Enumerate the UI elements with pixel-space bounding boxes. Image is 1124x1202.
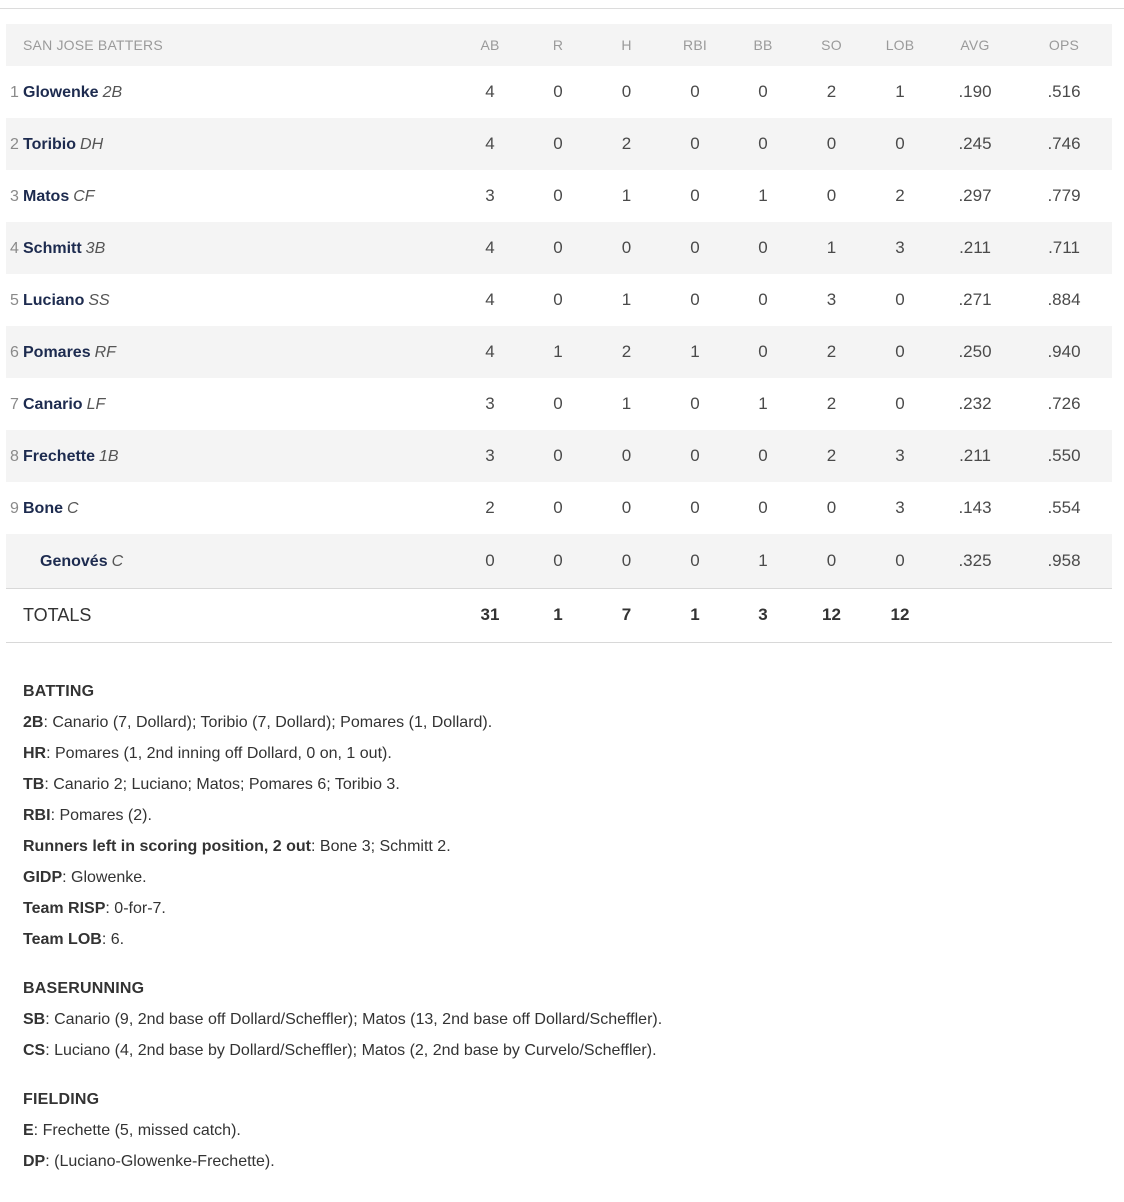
stat-ops: .958 <box>1047 550 1081 570</box>
stat-h: 1 <box>621 394 632 413</box>
note-line <box>23 803 1103 834</box>
player-cell <box>6 170 456 222</box>
stat-ab: 4 <box>485 290 495 309</box>
player-name-link[interactable]: Bone <box>23 500 63 517</box>
stat-ab: 4 <box>485 342 495 361</box>
stat-lob: 0 <box>895 290 905 309</box>
stat-ab: 3 <box>485 394 495 413</box>
stat-ab: 4 <box>485 82 495 101</box>
stat-so: 3 <box>826 290 837 309</box>
stat-lob: 2 <box>895 186 905 205</box>
stat-rbi: 0 <box>690 186 700 205</box>
batting-order: 2 <box>10 136 19 153</box>
note-text: : Canario (7, Dollard); Toribio (7, Dollard); Pomares (1, Dollard). <box>43 714 493 731</box>
header-rbi: RBI <box>683 37 707 53</box>
stat-lob: 3 <box>895 498 905 517</box>
stat-bb: 0 <box>758 290 768 309</box>
stat-h: 0 <box>621 550 632 570</box>
player-cell <box>6 326 456 378</box>
note-line <box>23 1038 1103 1069</box>
note-label: DP <box>23 1153 46 1170</box>
note-text: : (Luciano-Glowenke-Frechette). <box>45 1153 275 1170</box>
totals-ab: 31 <box>456 588 524 642</box>
player-cell <box>6 534 456 588</box>
player-position: 3B <box>85 240 106 257</box>
stat-lob: 3 <box>895 446 905 465</box>
stat-avg: .190 <box>958 82 992 101</box>
note-label: RBI <box>23 807 51 824</box>
stat-rbi: 0 <box>690 550 700 570</box>
stat-ops: .940 <box>1047 342 1081 361</box>
player-cell <box>6 482 456 534</box>
note-text: : Luciano (4, 2nd base by Dollard/Scheffler); Matos (2, 2nd base by Curvelo/Scheffler). <box>45 1042 657 1059</box>
stat-bb: 1 <box>758 394 768 413</box>
totals-r: 1 <box>524 588 592 642</box>
stat-ab: 3 <box>485 186 495 205</box>
table-row <box>6 482 1112 534</box>
stat-ab: 3 <box>485 446 495 465</box>
player-position: SS <box>88 292 110 309</box>
stat-rbi: 0 <box>690 238 700 257</box>
stat-r: 1 <box>553 342 563 361</box>
table-row <box>6 378 1112 430</box>
stat-bb: 0 <box>758 134 768 153</box>
player-name-link[interactable]: Matos <box>23 188 70 205</box>
stat-lob: 0 <box>895 394 905 413</box>
player-position: DH <box>80 136 104 153</box>
table-row <box>6 222 1112 274</box>
stat-lob: 0 <box>895 342 905 361</box>
stat-h: 2 <box>621 134 632 153</box>
totals-row <box>6 588 1112 642</box>
section-title: FIELDING <box>23 1091 100 1108</box>
game-notes <box>23 679 1103 1198</box>
stat-h: 1 <box>621 186 632 205</box>
player-cell <box>6 118 456 170</box>
totals-h: 7 <box>592 588 661 642</box>
header-avg: AVG <box>960 37 990 53</box>
player-name-link[interactable]: Glowenke <box>23 84 99 101</box>
batting-order: 6 <box>10 344 19 361</box>
stat-bb: 0 <box>758 238 768 257</box>
stat-avg: .245 <box>958 134 992 153</box>
note-text: : Frechette (5, missed catch). <box>33 1122 241 1139</box>
note-text: : Pomares (1, 2nd inning off Dollard, 0 on, 1 out). <box>46 745 392 762</box>
stat-so: 2 <box>826 446 837 465</box>
header-ab: AB <box>480 37 500 53</box>
player-position: C <box>67 500 79 517</box>
stat-ops: .516 <box>1047 82 1081 101</box>
stat-rbi: 0 <box>690 394 700 413</box>
stat-r: 0 <box>553 498 563 517</box>
note-line <box>23 834 1103 865</box>
fielding-section <box>23 1087 1103 1180</box>
stat-r: 0 <box>553 394 563 413</box>
stat-bb: 0 <box>758 498 768 517</box>
stat-r: 0 <box>553 290 563 309</box>
totals-ops <box>1016 588 1112 642</box>
totals-so: 12 <box>797 588 866 642</box>
table-row <box>6 534 1112 588</box>
totals-lob: 12 <box>866 588 934 642</box>
stat-bb: 0 <box>758 446 768 465</box>
header-h: H <box>621 37 632 53</box>
stat-ops: .746 <box>1047 134 1081 153</box>
batting-order: 3 <box>10 188 19 205</box>
stat-avg: .250 <box>958 342 992 361</box>
stat-avg: .297 <box>958 186 992 205</box>
stat-h: 1 <box>621 290 632 309</box>
note-label: Team LOB <box>23 931 102 948</box>
player-position: LF <box>86 396 106 413</box>
stat-ops: .884 <box>1047 290 1081 309</box>
note-text: : 0-for-7. <box>105 900 166 917</box>
totals-bb: 3 <box>729 588 797 642</box>
header-r: R <box>552 37 564 53</box>
stat-rbi: 0 <box>690 498 700 517</box>
stat-rbi: 0 <box>690 290 700 309</box>
note-label: HR <box>23 745 47 762</box>
stat-ops: .726 <box>1047 394 1081 413</box>
stat-ops: .711 <box>1048 238 1080 257</box>
header-batters: SAN JOSE BATTERS <box>23 37 163 53</box>
stat-h: 2 <box>621 342 632 361</box>
table-header-row <box>6 24 1112 66</box>
baserunning-section <box>23 976 1103 1069</box>
section-title: BATTING <box>23 683 95 700</box>
table-row <box>6 430 1112 482</box>
top-divider <box>0 8 1124 9</box>
stat-rbi: 1 <box>690 342 700 361</box>
header-ops: OPS <box>1048 37 1080 53</box>
table-row <box>6 170 1112 222</box>
stat-ops: .779 <box>1047 186 1081 205</box>
stat-lob: 0 <box>895 550 905 570</box>
player-name-link[interactable]: Frechette <box>23 448 96 465</box>
stat-ab: 0 <box>485 550 495 570</box>
stat-bb: 1 <box>758 550 768 570</box>
totals-label: TOTALS <box>6 588 456 642</box>
stat-h: 0 <box>621 82 632 101</box>
stat-so: 0 <box>826 134 837 153</box>
note-line <box>23 1007 1103 1038</box>
player-cell <box>6 66 456 118</box>
totals-rbi: 1 <box>661 588 729 642</box>
stat-r: 0 <box>553 186 563 205</box>
note-line <box>23 772 1103 803</box>
player-name-link[interactable]: Toribio <box>23 136 77 153</box>
player-position: RF <box>94 344 116 361</box>
table-row <box>6 66 1112 118</box>
stat-so: 0 <box>826 498 837 517</box>
note-line <box>23 741 1103 772</box>
note-line <box>23 865 1103 896</box>
header-lob: LOB <box>885 37 915 53</box>
batting-section <box>23 679 1103 958</box>
batting-order: 4 <box>10 240 19 257</box>
stat-avg: .232 <box>958 394 992 413</box>
stat-ops: .554 <box>1047 498 1081 517</box>
note-line <box>23 710 1103 741</box>
batters-table <box>6 24 1112 643</box>
stat-h: 0 <box>621 238 632 257</box>
note-text: : Pomares (2). <box>50 807 152 824</box>
stat-r: 0 <box>553 82 563 101</box>
stat-h: 0 <box>621 498 632 517</box>
note-label: 2B <box>23 714 44 731</box>
note-text: : 6. <box>101 931 125 948</box>
player-cell <box>6 274 456 326</box>
note-label: CS <box>23 1042 46 1059</box>
stat-so: 2 <box>826 342 837 361</box>
note-line <box>23 1118 1103 1149</box>
stat-r: 0 <box>553 134 563 153</box>
stat-avg: .143 <box>958 498 992 517</box>
player-name-link[interactable]: Canario <box>23 396 83 413</box>
stat-bb: 0 <box>758 82 768 101</box>
player-cell <box>6 430 456 482</box>
section-title: BASERUNNING <box>23 980 145 997</box>
stat-avg: .325 <box>958 550 992 570</box>
player-position: C <box>111 552 124 570</box>
stat-rbi: 0 <box>690 134 700 153</box>
stat-so: 2 <box>826 82 837 101</box>
player-cell <box>6 378 456 430</box>
batting-order: 1 <box>10 84 19 101</box>
stat-lob: 1 <box>895 82 905 101</box>
note-label: E <box>23 1122 34 1139</box>
player-name-link[interactable]: Pomares <box>23 344 91 361</box>
totals-avg <box>934 588 1016 642</box>
stat-r: 0 <box>553 238 563 257</box>
stat-r: 0 <box>553 446 563 465</box>
note-text: : Canario (9, 2nd base off Dollard/Scheffler); Matos (13, 2nd base off Dollard/Scheffler). <box>45 1011 663 1028</box>
table-row <box>6 118 1112 170</box>
stat-rbi: 0 <box>690 446 700 465</box>
note-line <box>23 1149 1103 1180</box>
stat-bb: 0 <box>758 342 768 361</box>
stat-ab: 4 <box>485 134 495 153</box>
note-text: : Canario 2; Luciano; Matos; Pomares 6; Toribio 3. <box>44 776 400 793</box>
player-cell <box>6 222 456 274</box>
stat-ab: 2 <box>485 498 495 517</box>
batting-order: 7 <box>10 396 19 413</box>
note-label: Runners left in scoring position, 2 out <box>23 838 312 855</box>
note-label: SB <box>23 1011 46 1028</box>
stat-ab: 4 <box>485 238 495 257</box>
player-position: 2B <box>102 84 123 101</box>
player-name-link[interactable]: Schmitt <box>23 240 82 257</box>
stat-h: 0 <box>621 446 632 465</box>
batting-order: 9 <box>10 500 19 517</box>
stat-avg: .211 <box>959 446 991 465</box>
stat-so: 2 <box>826 394 837 413</box>
stat-lob: 0 <box>895 134 905 153</box>
header-bb: BB <box>753 37 773 53</box>
stat-ops: .550 <box>1047 446 1081 465</box>
player-position: CF <box>73 188 95 205</box>
stat-r: 0 <box>553 550 563 570</box>
note-text: : Glowenke. <box>62 869 147 886</box>
stat-so: 1 <box>826 238 837 257</box>
table-row <box>6 274 1112 326</box>
stat-avg: .271 <box>958 290 992 309</box>
stat-rbi: 0 <box>690 82 700 101</box>
player-name-link[interactable]: Luciano <box>23 292 85 309</box>
stat-avg: .211 <box>959 238 991 257</box>
player-position: 1B <box>99 448 119 465</box>
note-line <box>23 927 1103 958</box>
header-so: SO <box>821 37 842 53</box>
note-label: GIDP <box>23 869 63 886</box>
batting-order: 5 <box>10 292 19 309</box>
note-label: Team RISP <box>23 900 106 917</box>
player-name-link[interactable]: Genovés <box>40 552 108 570</box>
note-text: : Bone 3; Schmitt 2. <box>311 838 451 855</box>
note-label: TB <box>23 776 45 793</box>
stat-so: 0 <box>826 550 837 570</box>
stat-lob: 3 <box>895 238 905 257</box>
batting-order: 8 <box>10 448 19 465</box>
table-row <box>6 326 1112 378</box>
stat-bb: 1 <box>758 186 768 205</box>
note-line <box>23 896 1103 927</box>
stat-so: 0 <box>826 186 837 205</box>
